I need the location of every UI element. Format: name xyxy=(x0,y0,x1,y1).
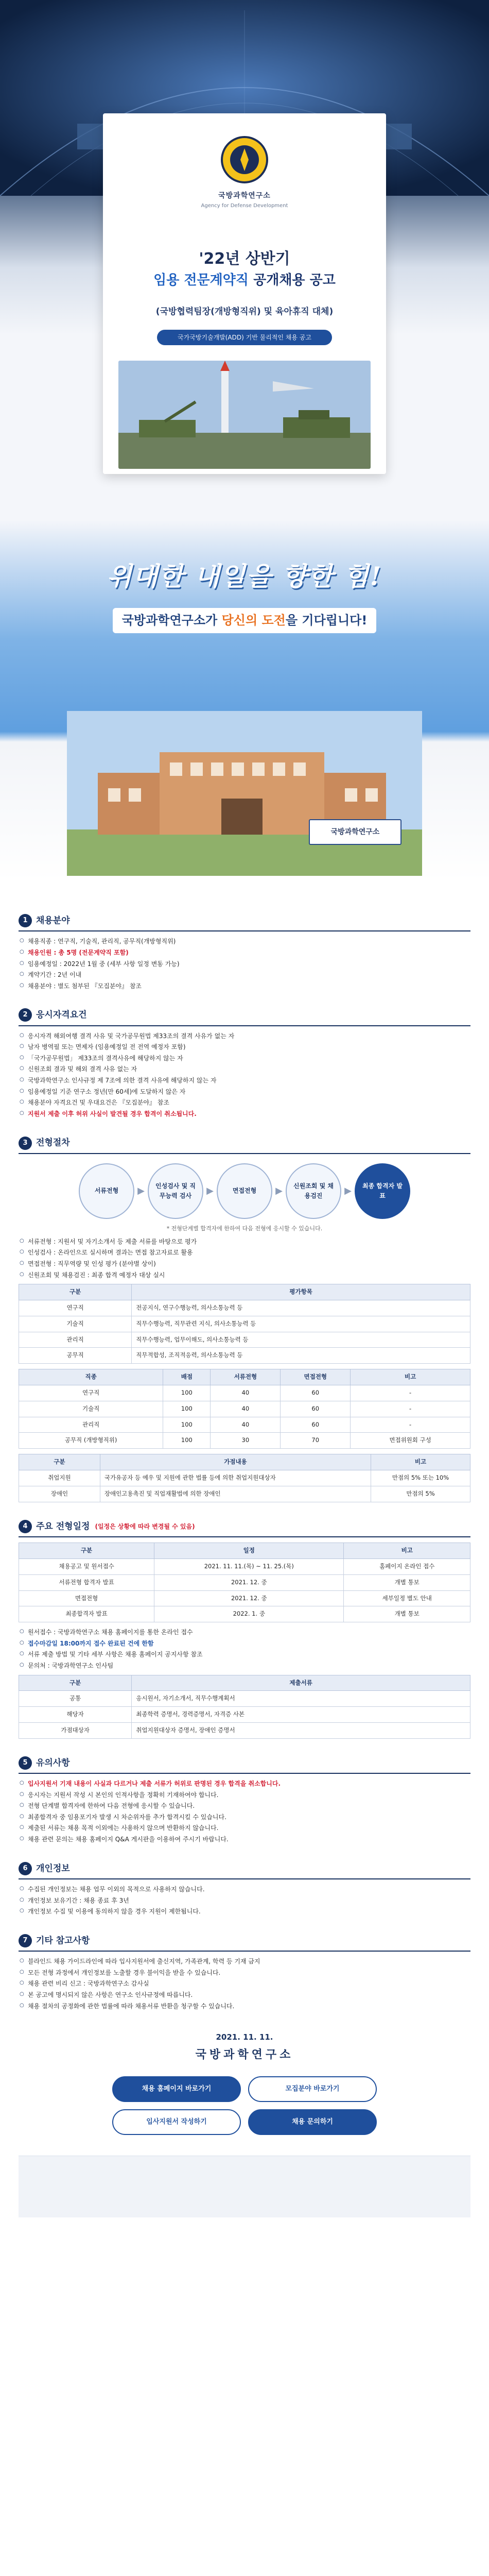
section-4-title xyxy=(19,1520,470,1537)
table-header: 비고 xyxy=(344,1543,470,1559)
closing-date: 2021. 11. 11. xyxy=(216,2032,273,2042)
table-cell: 40 xyxy=(211,1385,281,1401)
section-5-label: 유의사항 xyxy=(36,1757,70,1768)
list-item: ○ 블라인드 채용 가이드라인에 따라 입사지원서에 출신지역, 가족관계, 학력 등 기재 금지 xyxy=(22,1957,470,1967)
list-item: ○ 입사지원서 기재 내용이 사실과 다르거나 제출 서류가 허위로 판명된 경우 합격을 취소합니다. xyxy=(22,1779,470,1789)
section-7-number: 7 xyxy=(19,1934,32,1947)
hero-agency-name: 국방과학연구소 xyxy=(218,192,271,200)
table-cell: 40 xyxy=(211,1417,281,1433)
section-1-list xyxy=(19,937,470,991)
table-cell: 취업지원 xyxy=(19,1470,100,1486)
process-flow xyxy=(19,1163,470,1219)
table-cell: 60 xyxy=(281,1417,351,1433)
table-cell: 만점의 5% 또는 10% xyxy=(371,1470,470,1486)
table-cell: 공통 xyxy=(19,1691,132,1707)
list-item: ○ 신원조회 및 채용검진 : 최종 합격 예정자 대상 실시 xyxy=(22,1270,470,1280)
table-header: 가점내용 xyxy=(100,1454,371,1470)
section-7-list xyxy=(19,1957,470,2011)
list-item: ○ 개인정보 보유기간 : 채용 종료 후 3년 xyxy=(22,1896,470,1906)
table-cell: 60 xyxy=(281,1385,351,1401)
section-2-list xyxy=(19,1031,470,1119)
link-buttons xyxy=(100,2076,389,2135)
table-row xyxy=(19,1707,470,1723)
table-cell: 채용공고 및 원서접수 xyxy=(19,1558,154,1574)
table-cell: - xyxy=(351,1385,470,1401)
list-item: ○ 남자 병역필 또는 면제자 (임용예정일 전 전역 예정자 포함) xyxy=(22,1042,470,1052)
list-item: ○ 인성검사 : 온라인으로 실시하며 결과는 면접 참고자료로 활용 xyxy=(22,1248,470,1258)
table-cell: 개별 통보 xyxy=(344,1574,470,1590)
table-row xyxy=(19,1470,470,1486)
slogan-sub-org: 국방과학연구소 xyxy=(121,613,206,628)
list-item: ○ 임용예정일 : 2022년 1월 중 (세부 사항 일정 변동 가능) xyxy=(22,959,470,969)
table-header: 구분 xyxy=(19,1675,132,1691)
table-row xyxy=(19,1574,470,1590)
slogan-area xyxy=(49,556,440,711)
slogan-sub-accent: 당신의 도전 xyxy=(221,613,286,628)
table-cell: 100 xyxy=(163,1433,211,1449)
flow-step-interview: 면접전형 xyxy=(217,1163,272,1219)
section-recruitment-field xyxy=(19,914,470,991)
defense-equipment-photo xyxy=(118,361,371,469)
section-5-number: 5 xyxy=(19,1756,32,1770)
table-cell: 2021. 11. 11.(목) ~ 11. 25.(목) xyxy=(154,1558,344,1574)
section-7-title xyxy=(19,1934,470,1952)
table-cell: 장애인고용촉진 및 직업재활법에 의한 장애인 xyxy=(100,1486,371,1502)
table-row xyxy=(19,1316,470,1332)
table-cell: 공무직 (개방형직위) xyxy=(19,1433,163,1449)
list-item: ○ 응시자격 해외여행 결격 사유 및 국가공무원법 제33조의 결격 사유가 없는 자 xyxy=(22,1031,470,1041)
table-row xyxy=(19,1401,470,1417)
table-cell: 면접위원회 구성 xyxy=(351,1433,470,1449)
list-item: ○ 임용예정일 기준 연구소 정년(만 60세)에 도달하지 않은 자 xyxy=(22,1087,470,1097)
list-item: ○ 채용분야 자격요건 및 우대요건은 『모집분야』 참조 xyxy=(22,1098,470,1108)
table-cell: 만점의 5% xyxy=(371,1486,470,1502)
list-item: ○ 접수마감일 18:00까지 접수 완료된 건에 한함 xyxy=(22,1639,470,1649)
table-cell: 연구직 xyxy=(19,1385,163,1401)
section-1-label: 채용분야 xyxy=(36,916,70,926)
table-cell: 관리직 xyxy=(19,1417,163,1433)
table-header: 제출서류 xyxy=(132,1675,470,1691)
table-header: 서류전형 xyxy=(211,1369,281,1385)
table-cell: 70 xyxy=(281,1433,351,1449)
hero-card xyxy=(103,113,386,474)
table-row xyxy=(19,1385,470,1401)
closing-org: 국방과학연구소 xyxy=(195,2048,294,2062)
section-3-list xyxy=(19,1237,470,1280)
table-row xyxy=(19,1332,470,1348)
hero-title-rest: 공개채용 공고 xyxy=(249,273,336,288)
section-5-list xyxy=(19,1779,470,1844)
campus-building-image xyxy=(67,711,422,876)
section-privacy xyxy=(19,1862,470,1917)
arrow-right-icon: ▶ xyxy=(344,1185,352,1196)
table-cell: 개별 통보 xyxy=(344,1606,470,1622)
table-cell: 직무수행능력, 직무관련 지식, 의사소통능력 등 xyxy=(132,1316,470,1332)
list-item: ○ 채용 절차의 공정화에 관한 법률에 따라 채용서류 반환을 청구할 수 있습니다. xyxy=(22,2002,470,2011)
list-item: ○ 최종합격자 중 임용포기자 발생 시 차순위자를 추가 합격시킬 수 있습니다. xyxy=(22,1812,470,1822)
table-header: 구분 xyxy=(19,1543,154,1559)
table-cell: 100 xyxy=(163,1417,211,1433)
table-cell: 기술직 xyxy=(19,1316,132,1332)
list-item: ○ 채용인원 : 총 5명 (전문계약직 포함) xyxy=(22,948,470,958)
list-item: ○ 신원조회 결과 및 해외 결격 사유 없는 자 xyxy=(22,1064,470,1074)
table-row xyxy=(19,1558,470,1574)
table-cell: 응시원서, 자기소개서, 직무수행계획서 xyxy=(132,1691,470,1707)
score-table xyxy=(19,1369,470,1449)
section-6-label: 개인정보 xyxy=(36,1863,70,1874)
closing-block xyxy=(19,2031,470,2064)
table-header: 배점 xyxy=(163,1369,211,1385)
table-row xyxy=(19,1590,470,1606)
table-cell: 서류전형 합격자 발표 xyxy=(19,1574,154,1590)
list-item: ○ 원서접수 : 국방과학연구소 채용 홈페이지를 통한 온라인 접수 xyxy=(22,1628,470,1637)
slogan-sub xyxy=(113,608,377,633)
hero-title xyxy=(103,270,386,291)
list-item: ○ 계약기간 : 2년 이내 xyxy=(22,970,470,980)
section-1-number: 1 xyxy=(19,914,32,927)
hero-title-highlight: 임용 전문계약직 xyxy=(153,273,249,288)
table-cell: 직무적합성, 조직적응력, 의사소통능력 등 xyxy=(132,1348,470,1364)
table-cell: - xyxy=(351,1401,470,1417)
section-7-label: 기타 참고사항 xyxy=(36,1935,90,1946)
hero-agency-name-en: Agency for Defense Development xyxy=(201,203,288,209)
table-cell: 해당자 xyxy=(19,1707,132,1723)
section-1-title xyxy=(19,914,470,931)
section-4-label: 주요 전형일정 xyxy=(36,1521,90,1532)
table-cell: 연구직 xyxy=(19,1300,132,1316)
table-cell: - xyxy=(351,1417,470,1433)
section-schedule xyxy=(19,1520,470,1739)
documents-table xyxy=(19,1675,470,1739)
table-cell: 40 xyxy=(211,1401,281,1417)
section-4-badge: (일정은 상황에 따라 변경될 수 있음) xyxy=(95,1522,195,1530)
section-2-title xyxy=(19,1008,470,1026)
slogan-sub-mid: 가 xyxy=(205,613,222,628)
section-6-number: 6 xyxy=(19,1862,32,1875)
table-cell: 공무직 xyxy=(19,1348,132,1364)
list-item: ○ 서류 제출 방법 및 기타 세부 사항은 채용 홈페이지 공지사항 참조 xyxy=(22,1650,470,1659)
list-item: ○ 채용직종 : 연구직, 기술직, 관리직, 공무직(개방형직위) xyxy=(22,937,470,946)
table-cell: 세부일정 별도 안내 xyxy=(344,1590,470,1606)
campus-sign: 국방과학연구소 xyxy=(309,819,401,845)
table-cell: 2021. 12. 중 xyxy=(154,1574,344,1590)
table-header: 직종 xyxy=(19,1369,163,1385)
table-row xyxy=(19,1433,470,1449)
notice-content xyxy=(0,881,489,2238)
table-cell: 가점대상자 xyxy=(19,1722,132,1738)
table-cell: 100 xyxy=(163,1401,211,1417)
section-selection-process xyxy=(19,1136,470,1502)
campus-illustration xyxy=(67,711,422,876)
table-cell: 최종합격자 발표 xyxy=(19,1606,154,1622)
section-2-label: 응시자격요건 xyxy=(36,1010,87,1021)
list-item: ○ 개인정보 수집 및 이용에 동의하지 않을 경우 지원이 제한됩니다. xyxy=(22,1907,470,1917)
apply-form-button[interactable]: 입사지원서 작성하기 xyxy=(112,2109,241,2135)
list-item: ○ 채용분야 : 별도 첨부된 『모집분야』 참조 xyxy=(22,981,470,991)
table-cell: 2022. 1. 중 xyxy=(154,1606,344,1622)
section-6-title xyxy=(19,1862,470,1879)
table-header: 구분 xyxy=(19,1284,132,1300)
section-eligibility xyxy=(19,1008,470,1118)
table-cell: 국가유공자 등 예우 및 지원에 관한 법률 등에 의한 취업지원대상자 xyxy=(100,1470,371,1486)
flow-step-aptitude: 인성검사 및 직무능력 검사 xyxy=(148,1163,203,1219)
table-header: 비고 xyxy=(371,1454,470,1470)
table-cell: 면접전형 xyxy=(19,1590,154,1606)
list-item: ○ 문의처 : 국방과학연구소 인사팀 xyxy=(22,1661,470,1671)
process-note: * 전형단계별 합격자에 한하여 다음 전형에 응시할 수 있습니다. xyxy=(166,1225,323,1232)
contact-button[interactable]: 채용 문의하기 xyxy=(248,2109,377,2135)
table-row xyxy=(19,1606,470,1622)
table-cell: 장애인 xyxy=(19,1486,100,1502)
footer-spacer xyxy=(19,2156,470,2217)
table-cell: 취업지원대상자 증명서, 장애인 증명서 xyxy=(132,1722,470,1738)
table-header: 비고 xyxy=(351,1369,470,1385)
table-row xyxy=(19,1300,470,1316)
table-row xyxy=(19,1722,470,1738)
section-3-number: 3 xyxy=(19,1137,32,1150)
table-header: 구분 xyxy=(19,1454,100,1470)
section-precautions xyxy=(19,1756,470,1844)
flow-step-background-check: 신원조회 및 채용검진 xyxy=(286,1163,341,1219)
slogan-main: 위대한 내일을 향한 힘! xyxy=(107,561,382,591)
hero-year: '22년 상반기 xyxy=(199,250,290,268)
section-4-list xyxy=(19,1628,470,1670)
section-6-list xyxy=(19,1885,470,1917)
arrow-right-icon: ▶ xyxy=(137,1185,145,1196)
section-4-number: 4 xyxy=(19,1520,32,1533)
bonus-points-table xyxy=(19,1454,470,1502)
list-item: ○ 본 공고에 명시되지 않은 사항은 연구소 인사규정에 따릅니다. xyxy=(22,1990,470,2000)
table-header: 면접전형 xyxy=(281,1369,351,1385)
hero-pill: 국가국방기술개발(ADD) 기반 물리적인 채용 공고 xyxy=(157,330,332,345)
section-2-number: 2 xyxy=(19,1008,32,1022)
recruit-fields-button[interactable]: 모집분야 바로가기 xyxy=(248,2076,377,2102)
agency-emblem-icon xyxy=(219,134,270,185)
table-cell: 기술직 xyxy=(19,1401,163,1417)
table-cell: 30 xyxy=(211,1433,281,1449)
warning-item: ○ 지원서 제출 이후 허위 사실이 발견될 경우 합격이 취소됩니다. xyxy=(22,1109,470,1119)
table-row xyxy=(19,1417,470,1433)
list-item: ○ 수집된 개인정보는 채용 업무 이외의 목적으로 사용하지 않습니다. xyxy=(22,1885,470,1894)
table-cell: 홈페이지 온라인 접수 xyxy=(344,1558,470,1574)
list-item: ○ 전형 단계별 합격자에 한하여 다음 전형에 응시할 수 있습니다. xyxy=(22,1801,470,1811)
list-item: ○ 응시자는 지원서 작성 시 본인의 인적사항을 정확히 기재하여야 합니다. xyxy=(22,1790,470,1800)
flow-step-document: 서류전형 xyxy=(79,1163,134,1219)
section-3-title xyxy=(19,1136,470,1154)
arrow-right-icon: ▶ xyxy=(275,1185,283,1196)
table-cell: 60 xyxy=(281,1401,351,1417)
list-item: ○ 채용 관련 비리 신고 : 국방과학연구소 감사실 xyxy=(22,1979,470,1989)
section-3-label: 전형절차 xyxy=(36,1138,70,1148)
table-cell: 100 xyxy=(163,1385,211,1401)
list-item: ○ 모든 전형 과정에서 개인정보를 노출할 경우 불이익을 받을 수 있습니다. xyxy=(22,1968,470,1978)
list-item: ○ 제출된 서류는 채용 목적 이외에는 사용하지 않으며 반환하지 않습니다. xyxy=(22,1823,470,1833)
schedule-table xyxy=(19,1543,470,1622)
list-item: ○ 채용 관련 문의는 채용 홈페이지 Q&A 게시판을 이용하여 주시기 바랍니다. xyxy=(22,1835,470,1844)
list-item: ○ 서류전형 : 지원서 및 자기소개서 등 제출 서류를 바탕으로 평가 xyxy=(22,1237,470,1247)
table-cell: 전공지식, 연구수행능력, 의사소통능력 등 xyxy=(132,1300,470,1316)
table-cell: 2021. 12. 중 xyxy=(154,1590,344,1606)
hero-subtitle: (국방협력팀장(개방형직위) 및 육아휴직 대체) xyxy=(155,307,334,317)
table-row xyxy=(19,1691,470,1707)
table-cell: 최종학력 증명서, 경력증명서, 자격증 사본 xyxy=(132,1707,470,1723)
list-item: ○ 국방과학연구소 인사규정 제 7조에 의한 결격 사유에 해당하지 않는 자 xyxy=(22,1076,470,1086)
flow-step-final: 최종 합격자 발표 xyxy=(355,1163,410,1219)
evaluation-table xyxy=(19,1284,470,1364)
table-row xyxy=(19,1486,470,1502)
section-5-title xyxy=(19,1756,470,1774)
hero-banner xyxy=(0,0,489,881)
arrow-right-icon: ▶ xyxy=(206,1185,214,1196)
list-item: ○ 「국가공무원법」 제33조의 결격사유에 해당하지 않는 자 xyxy=(22,1054,470,1063)
section-other-notes xyxy=(19,1934,470,2011)
slogan-sub-end: 을 기다립니다! xyxy=(285,613,368,628)
list-item: ○ 면접전형 : 직무역량 및 인성 평가 (분야별 상이) xyxy=(22,1259,470,1269)
table-header: 일정 xyxy=(154,1543,344,1559)
table-header: 평가항목 xyxy=(132,1284,470,1300)
table-cell: 직무수행능력, 업무이해도, 의사소통능력 등 xyxy=(132,1332,470,1348)
table-cell: 관리직 xyxy=(19,1332,132,1348)
recruit-homepage-button[interactable]: 채용 홈페이지 바로가기 xyxy=(112,2076,241,2102)
table-row xyxy=(19,1348,470,1364)
